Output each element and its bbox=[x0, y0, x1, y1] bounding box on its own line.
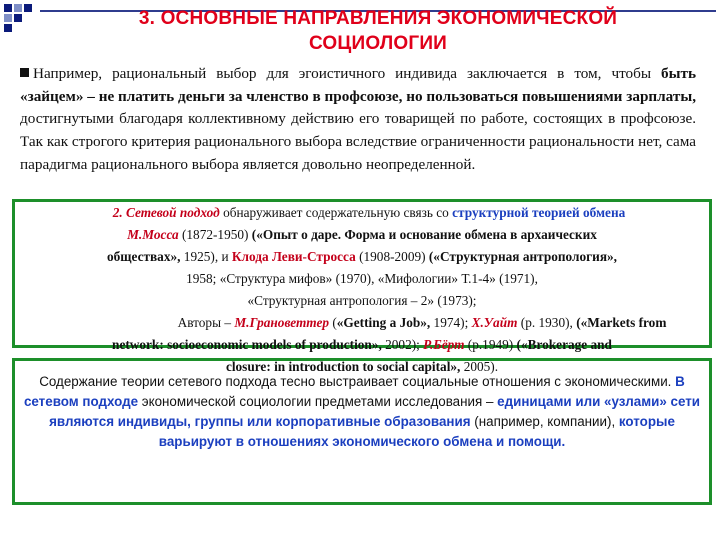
work-title: («Brokerage and bbox=[516, 337, 612, 352]
deco-square bbox=[24, 4, 32, 12]
work-title: обществах», bbox=[106, 249, 181, 264]
box1-line-4: 1958; «Структура мифов» (1970), «Мифологии» Т.1-4» (1971), bbox=[186, 271, 538, 286]
box1-text: ( bbox=[329, 315, 337, 330]
square-bullet-icon bbox=[20, 68, 29, 77]
box1-line-5: «Структурная антропология – 2» (1973); bbox=[247, 293, 477, 308]
box1-text: Авторы – bbox=[177, 315, 235, 330]
box1-line-2 bbox=[15, 224, 709, 246]
author-levi-strauss: Клода Леви-Стросса bbox=[231, 249, 356, 264]
work-title: «Getting a Job», bbox=[336, 315, 431, 330]
box1-text: (р.1949) bbox=[464, 337, 517, 352]
intro-text-bold: быть «зайцем» – не платить деньги за членство в профсоюзе, но пользоваться повышениями зарплаты, bbox=[20, 65, 696, 105]
network-approach-heading: 2. Сетевой подход bbox=[112, 205, 220, 220]
author-mauss: М.Мосса bbox=[127, 227, 179, 242]
deco-square bbox=[14, 4, 22, 12]
box1-line-6 bbox=[15, 312, 709, 334]
work-title: («Структурная антропология», bbox=[428, 249, 617, 264]
box1-line-3 bbox=[15, 246, 709, 268]
work-title: («Markets from bbox=[576, 315, 667, 330]
box1-line-1 bbox=[15, 202, 709, 224]
box2-text-3: (например, компании), bbox=[470, 414, 619, 429]
work-title: network: socioeconomic models of production», bbox=[112, 337, 382, 352]
author-white: Х.Уайт bbox=[471, 315, 518, 330]
box2-nodes-term: единицами или «узлами» сети являются индивиды, группы или корпоративные образования bbox=[49, 394, 701, 429]
box1-text: (1908-2009) bbox=[355, 249, 429, 264]
author-burt: Р.Бёрт bbox=[423, 337, 465, 352]
exchange-theory-term: структурной теорией обмена bbox=[452, 205, 626, 220]
box1-text: (р. 1930), bbox=[517, 315, 577, 330]
box2-network-term: В сетевом подходе bbox=[23, 374, 685, 409]
box2-text-1: Содержание теории сетевого подхода тесно выстраивает социальные отношения с экономическими. bbox=[39, 374, 676, 389]
deco-square bbox=[4, 4, 12, 12]
intro-paragraph bbox=[20, 63, 696, 177]
box1-text: 1974); bbox=[430, 315, 472, 330]
box1-text: обнаруживает содержательную связь со bbox=[219, 205, 453, 220]
slide-title bbox=[40, 6, 716, 56]
corner-decoration bbox=[0, 0, 40, 40]
title-line-1: 3. ОСНОВНЫЕ НАПРАВЛЕНИЯ ЭКОНОМИЧЕСКОЙ bbox=[138, 8, 618, 29]
deco-square bbox=[4, 24, 12, 32]
box1-text: (1872-1950) bbox=[178, 227, 252, 242]
deco-square bbox=[4, 14, 12, 22]
box1-line-7 bbox=[15, 334, 709, 356]
box1-text: 2005). bbox=[460, 359, 499, 374]
title-line-2: СОЦИОЛОГИИ bbox=[308, 33, 448, 54]
box2-exchange-term: которые варьируют в отношениях экономического обмена и помощи. bbox=[158, 414, 675, 449]
network-approach-box bbox=[12, 199, 712, 374]
network-content-box bbox=[12, 358, 712, 505]
intro-text-2: достигнутыми благодаря коллективному действию его товарищей по работе, состоящих в профсоюзе. Так как строгого критерия рационального выбора вследствие ограниченности рациональности нет, сама парадигма рационального выбора является довольно неопределенной. bbox=[20, 110, 696, 173]
work-title: closure: in introduction to social capital», bbox=[225, 359, 461, 374]
box1-text: 2002); bbox=[381, 337, 424, 352]
deco-square bbox=[14, 14, 22, 22]
box1-text: 1925), и bbox=[180, 249, 232, 264]
work-title: («Опыт о даре. Форма и основание обмена в архаических bbox=[251, 227, 597, 242]
author-granovetter: М.Грановеттер bbox=[234, 315, 330, 330]
intro-text-1: Например, рациональный выбор для эгоистичного индивида заключается в том, чтобы bbox=[33, 65, 662, 82]
box2-text-2: экономической социологии предметами исследования – bbox=[138, 394, 498, 409]
